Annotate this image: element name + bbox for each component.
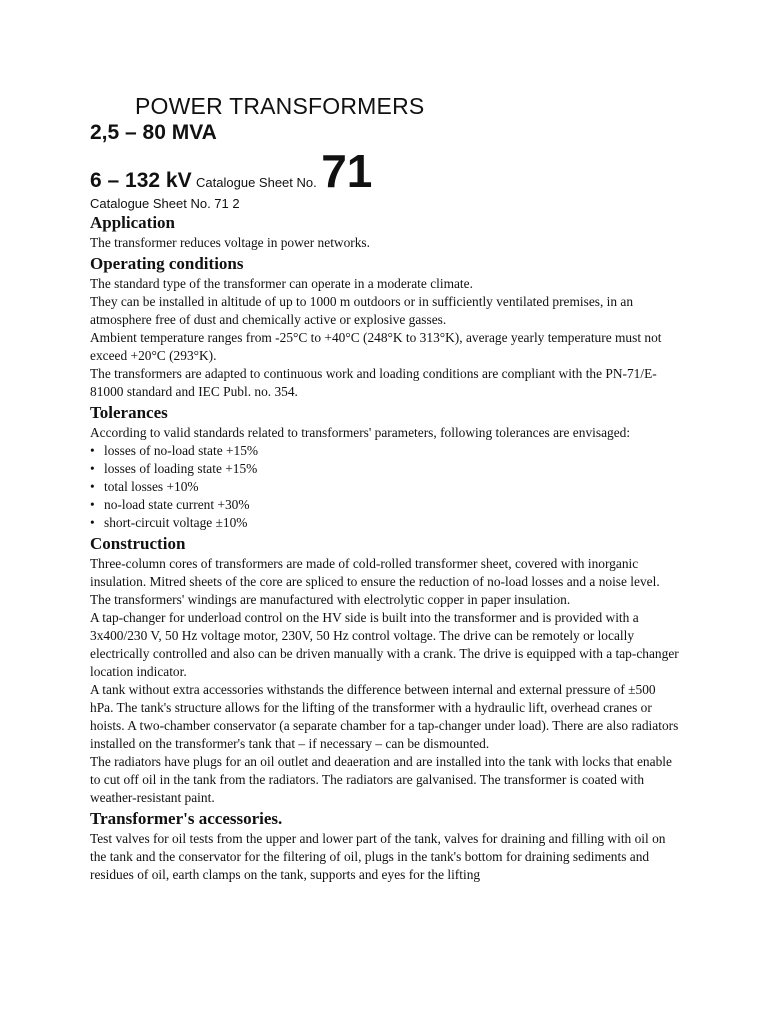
operating-paragraph: The standard type of the transformer can operate in a moderate climate. — [90, 276, 473, 291]
list-item: • total losses +10% — [90, 478, 680, 496]
heading-accessories: Transformer's accessories. — [90, 809, 283, 828]
operating-paragraph: The transformers are adapted to continuous work and loading conditions are compliant with the PN-71/E-81000 standard and IEC Publ. no. 354. — [90, 366, 657, 399]
heading-tolerances: Tolerances — [90, 403, 168, 422]
accessories-text: Test valves for oil tests from the upper and lower part of the tank, valves for draining and filling with oil on the tank and the conservator for the filtering of oil, plugs in the tank's bottom for draining sediments and residues of oil, earth clamps on the tank, supports and eyes for the lifting — [90, 831, 666, 882]
heading-construction: Construction — [90, 534, 186, 553]
list-item: • no-load state current +30% — [90, 496, 680, 514]
section-construction — [90, 532, 680, 807]
document-body — [90, 211, 680, 884]
list-item: • short-circuit voltage ±10% — [90, 514, 680, 532]
section-operating-conditions — [90, 252, 680, 401]
section-application — [90, 211, 680, 252]
heading-application: Application — [90, 213, 176, 232]
operating-paragraph: Ambient temperature ranges from -25°C to +40°C (248°K to 313°K), average yearly temperature must not exceed +20°C (293°K). — [90, 330, 662, 363]
construction-paragraph: A tank without extra accessories withstands the difference between internal and external pressure of ±500 hPa. The tank's structure allows for the lifting of the transformer with a hydraulic lift, overhead cranes or hoists. A two-chamber conservator (a separate chamber for a tap-changer under load). There are also radiators installed on the transformer's tank that – if necessary – can be dismounted. — [90, 682, 679, 751]
document-title: POWER TRANSFORMERS — [135, 93, 425, 119]
catalogue-subline: Catalogue Sheet No. 71 2 — [90, 196, 240, 211]
construction-paragraph: The radiators have plugs for an oil outlet and deaeration and are installed into the tank with locks that enable to cut off oil in the tank from the radiators. The radiators are galvanised. The transformer is coated with weather-resistant paint. — [90, 754, 672, 805]
voltage-catalogue-line — [90, 145, 373, 197]
power-range: 2,5 – 80 MVA — [90, 121, 217, 144]
application-text: The transformer reduces voltage in power networks. — [90, 235, 370, 250]
catalogue-label: Catalogue Sheet No. — [196, 175, 317, 190]
section-accessories — [90, 807, 680, 884]
operating-paragraph: They can be installed in altitude of up to 1000 m outdoors or in sufficiently ventilated premises, in an atmosphere free of dust and chemically active or explosive gasses. — [90, 294, 634, 327]
list-item: • losses of no-load state +15% — [90, 442, 680, 460]
construction-paragraph: Three-column cores of transformers are made of cold-rolled transformer sheet, covered with inorganic insulation. Mitred sheets of the core are spliced to ensure the reduction of no-load losses and a noise level. — [90, 556, 660, 589]
list-item: • losses of loading state +15% — [90, 460, 680, 478]
tolerances-list — [90, 442, 680, 532]
tolerances-intro: According to valid standards related to transformers' parameters, following tolerances are envisaged: — [90, 425, 631, 440]
section-tolerances — [90, 401, 680, 532]
catalogue-number: 71 — [321, 145, 373, 197]
voltage-range: 6 – 132 kV — [90, 169, 192, 192]
construction-paragraph: The transformers' windings are manufactured with electrolytic copper in paper insulation. — [90, 592, 571, 607]
construction-paragraph: A tap-changer for underload control on the HV side is built into the transformer and is provided with a 3x400/230 V, 50 Hz voltage motor, 230V, 50 Hz control voltage. The drive can be remotely or locally electrically controlled and also can be driven manually with a crank. The drive is equipped with a tap-changer location indicator. — [90, 610, 679, 679]
heading-operating-conditions: Operating conditions — [90, 254, 244, 273]
